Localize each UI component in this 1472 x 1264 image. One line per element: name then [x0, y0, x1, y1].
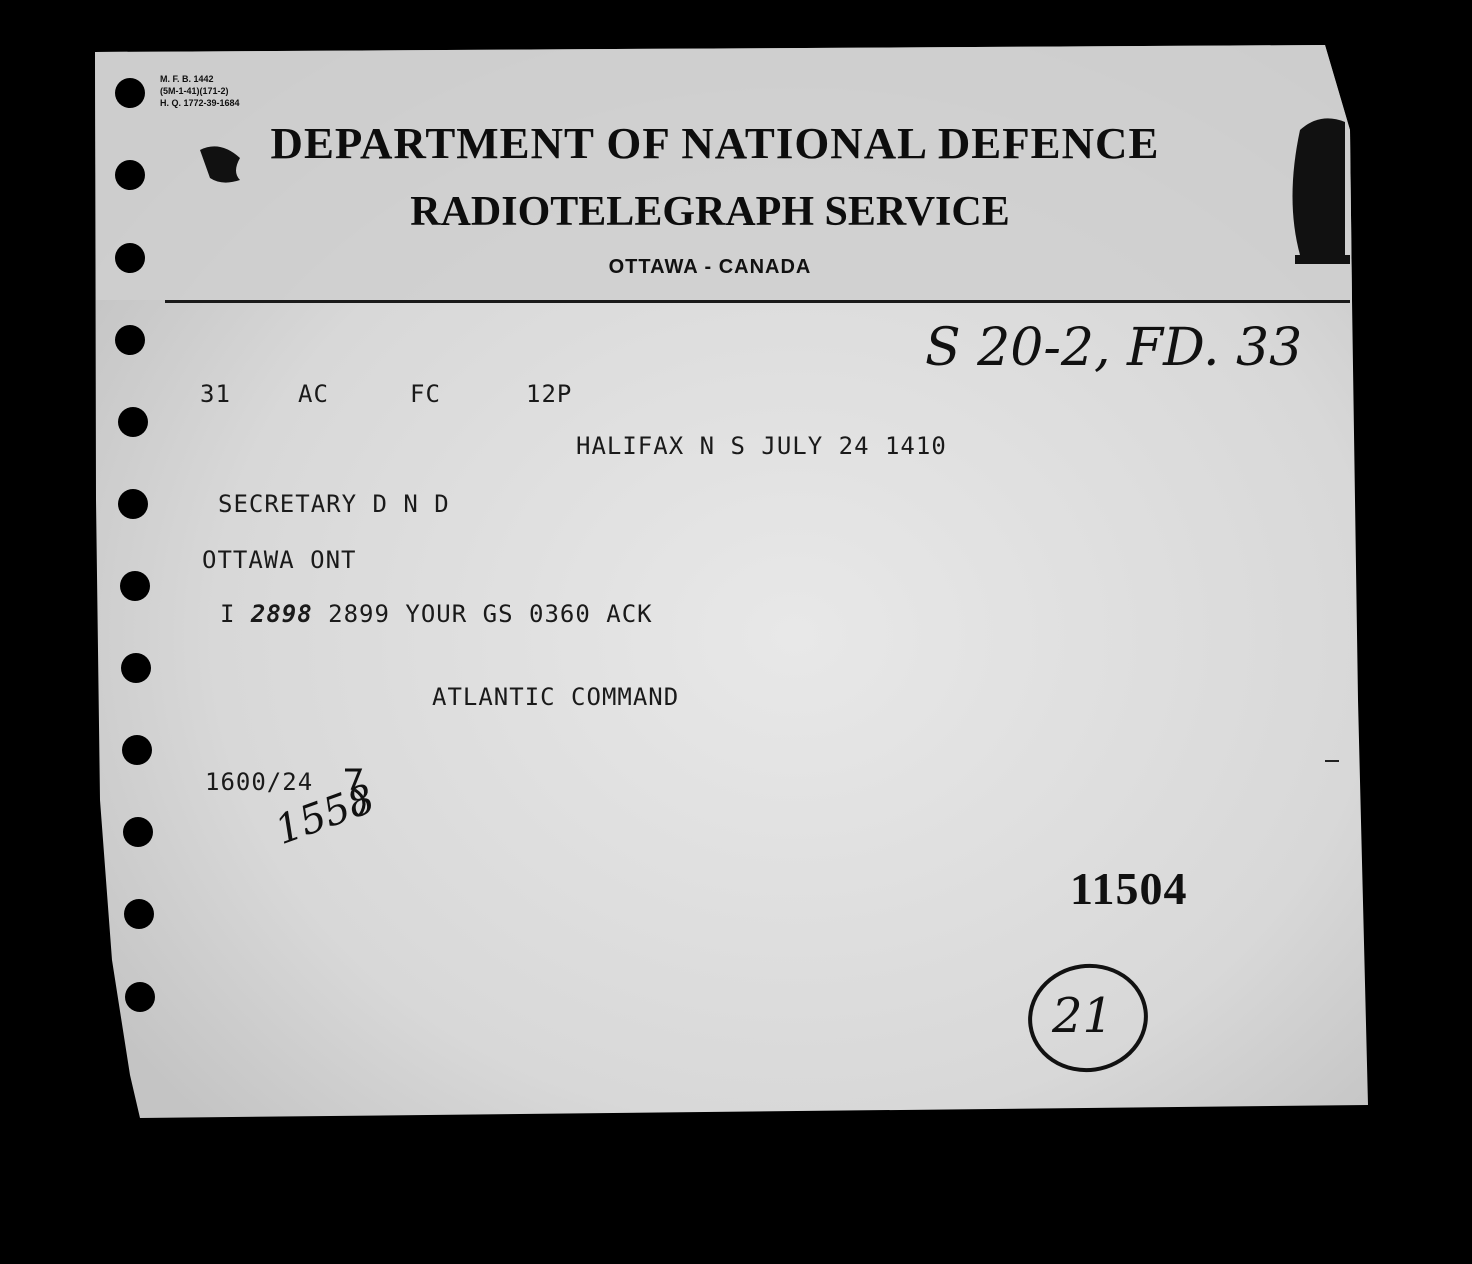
preamble-office: AC	[298, 380, 329, 408]
address-city: OTTAWA ONT	[202, 546, 357, 574]
form-code-line-3: H. Q. 1772-39-1684	[160, 98, 240, 108]
location-line: OTTAWA - CANADA	[608, 256, 812, 278]
form-code-line-2: (5M-1-41)(171-2)	[160, 86, 229, 96]
department-title: DEPARTMENT OF NATIONAL DEFENCE	[270, 119, 1160, 168]
handwritten-time: 1558	[269, 775, 381, 854]
body-struck-number: 2898	[250, 600, 313, 628]
body-prefix: I	[220, 600, 236, 628]
header-rule	[165, 300, 1350, 303]
stamp-number: 11504	[1070, 863, 1188, 914]
preamble-count: 12P	[526, 380, 573, 408]
body-text: 2899 YOUR GS 0360 ACK	[328, 600, 653, 628]
origin-line: HALIFAX N S JULY 24 1410	[576, 432, 947, 460]
message-body	[220, 600, 653, 628]
preamble-class: FC	[410, 380, 441, 408]
time-filed: 1600/24	[205, 768, 314, 796]
form-code-line-1: M. F. B. 1442	[160, 74, 214, 84]
circled-number: 21	[1052, 988, 1114, 1044]
addressee: SECRETARY D N D	[218, 490, 450, 518]
service-title: RADIOTELEGRAPH SERVICE	[410, 189, 1010, 235]
signature: ATLANTIC COMMAND	[432, 683, 680, 711]
file-reference: S 20-2, FD. 33	[925, 318, 1303, 378]
preamble-number: 31	[200, 380, 231, 408]
